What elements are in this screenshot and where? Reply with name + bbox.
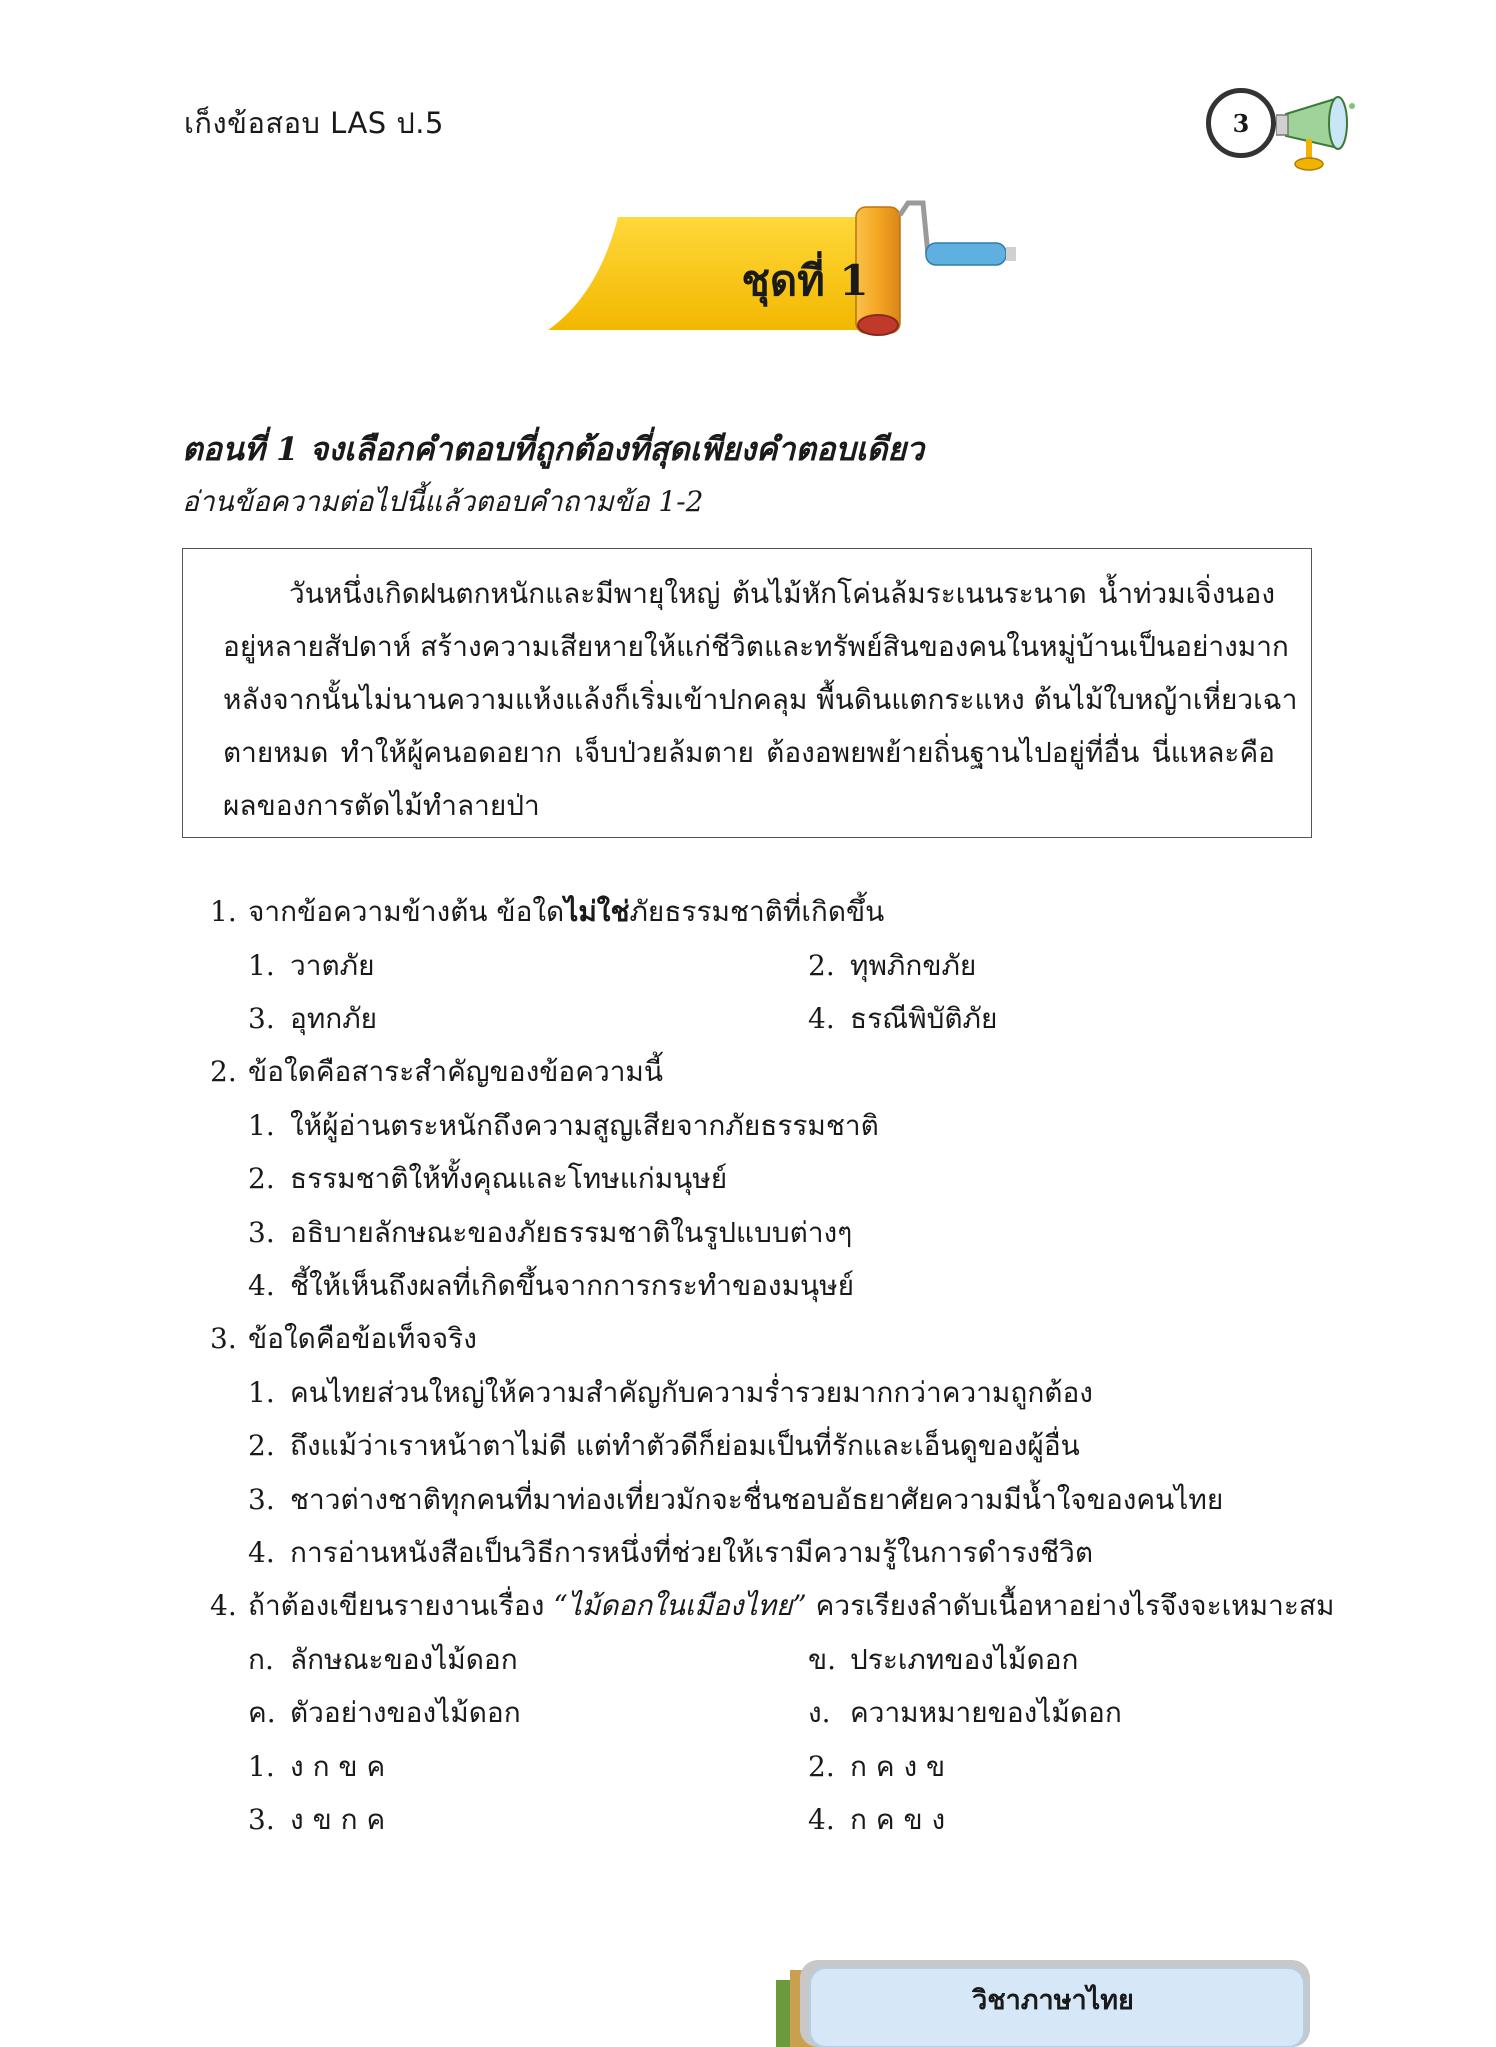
item-text: ประเภทของไม้ดอก	[850, 1643, 1079, 1676]
set-title: ชุดที่ 1	[741, 256, 869, 305]
item-label: ค.	[248, 1696, 276, 1729]
option-label: 3.	[248, 1216, 275, 1249]
passage-line: หลังจากนั้นไม่นานความแห้งแล้งก็เริ่มเข้าปกคลุม พื้นดินแตกระแหง ต้นไม้ใบหญ้าเหี่ยวเฉา	[223, 683, 1298, 716]
answer-option[interactable]	[248, 1264, 854, 1308]
option-label: 4.	[808, 1803, 835, 1836]
option-text: ก ค ข ง	[850, 1803, 946, 1836]
answer-option[interactable]	[808, 1745, 945, 1789]
question-number: 4.	[210, 1589, 237, 1622]
option-text: ชี้ให้เห็นถึงผลที่เกิดขึ้นจากการกระทำของมนุษย์	[290, 1269, 855, 1302]
option-text: ถึงแม้ว่าเราหน้าตาไม่ดี แต่ทำตัวดีก็ย่อมเป็นที่รักและเอ็นดูของผู้อื่น	[290, 1429, 1080, 1462]
option-text: ง ข ก ค	[290, 1803, 386, 1836]
question-3	[210, 1317, 477, 1361]
page-number-badge	[1206, 88, 1276, 158]
content-item	[808, 1691, 1122, 1735]
subject-label: วิชาภาษาไทย	[972, 1985, 1134, 2016]
report-topic: “ไม้ดอกในเมืองไทย”	[553, 1589, 807, 1622]
option-text: ธรณีพิบัติภัย	[850, 1002, 998, 1035]
item-label: ง.	[808, 1696, 831, 1729]
option-text: ธรรมชาติให้ทั้งคุณและโทษแก่มนุษย์	[290, 1162, 728, 1195]
option-label: 1.	[248, 1750, 275, 1783]
answer-option[interactable]	[248, 1211, 852, 1255]
option-label: 4.	[248, 1536, 275, 1569]
answer-option[interactable]	[808, 997, 997, 1041]
reading-passage	[182, 548, 1312, 838]
question-4	[210, 1584, 1334, 1628]
answer-option[interactable]	[808, 944, 976, 988]
answer-option[interactable]	[248, 1157, 727, 1201]
passage-line: วันหนึ่งเกิดฝนตกหนักและมีพายุใหญ่ ต้นไม้หักโค่นล้มระเนนระนาด น้ำท่วมเจิ่งนอง	[289, 577, 1275, 610]
option-text: วาตภัย	[290, 949, 375, 982]
question-text: จากข้อความข้างต้น ข้อใด	[248, 895, 565, 928]
answer-option[interactable]	[248, 1745, 385, 1789]
option-label: 4.	[808, 1002, 835, 1035]
option-label: 2.	[248, 1162, 275, 1195]
option-text: ก ค ง ข	[850, 1750, 946, 1783]
passage-line: อยู่หลายสัปดาห์ สร้างความเสียหายให้แก่ชีวิตและทรัพย์สินของคนในหมู่บ้านเป็นอย่างมาก	[223, 630, 1289, 663]
passage-line: ตายหมด ทำให้ผู้คนอดอยาก เจ็บป่วยล้มตาย ต้องอพยพย้ายถิ่นฐานไปอยู่ที่อื่น นี่แหละคือ	[223, 736, 1275, 769]
section-instruction: อ่านข้อความต่อไปนี้แล้วตอบคำถามข้อ 1-2	[182, 485, 704, 518]
question-text: ข้อใดคือสาระสำคัญของข้อความนี้	[248, 1055, 664, 1088]
passage-line: ผลของการตัดไม้ทำลายป่า	[223, 789, 540, 822]
answer-option[interactable]	[248, 997, 377, 1041]
option-text: ให้ผู้อ่านตระหนักถึงความสูญเสียจากภัยธรรมชาติ	[290, 1109, 879, 1142]
option-text: ชาวต่างชาติทุกคนที่มาท่องเที่ยวมักจะชื่นชอบอัธยาศัยความมีน้ำใจของคนไทย	[290, 1483, 1224, 1516]
option-label: 4.	[248, 1269, 275, 1302]
option-text: ทุพภิกขภัย	[850, 949, 977, 982]
question-number: 1.	[210, 895, 237, 928]
question-number: 2.	[210, 1055, 237, 1088]
item-text: ตัวอย่างของไม้ดอก	[290, 1696, 521, 1729]
answer-option[interactable]	[248, 1424, 1080, 1468]
question-number: 3.	[210, 1322, 237, 1355]
answer-option[interactable]	[248, 1478, 1223, 1522]
section-title: ตอนที่ 1 จงเลือกคำตอบที่ถูกต้องที่สุดเพียงคำตอบเดียว	[182, 430, 925, 468]
option-label: 3.	[248, 1803, 275, 1836]
answer-option[interactable]	[808, 1798, 945, 1842]
question-2	[210, 1050, 663, 1094]
question-text: ควรเรียงลำดับเนื้อหาอย่างไรจึงจะเหมาะสม	[806, 1589, 1335, 1622]
answer-option[interactable]	[248, 1531, 1093, 1575]
answer-option[interactable]	[248, 1104, 879, 1148]
megaphone-icon	[1276, 84, 1366, 176]
option-label: 2.	[808, 1750, 835, 1783]
item-text: ลักษณะของไม้ดอก	[290, 1643, 518, 1676]
option-label: 1.	[248, 1109, 275, 1142]
question-text: ภัยธรรมชาติที่เกิดขึ้น	[629, 895, 885, 928]
answer-option[interactable]	[248, 1371, 1093, 1415]
question-text: ข้อใดคือข้อเท็จจริง	[248, 1322, 477, 1355]
question-emphasis: ไม่ใช่	[564, 895, 630, 928]
option-text: ง ก ข ค	[290, 1750, 386, 1783]
option-label: 1.	[248, 949, 275, 982]
content-item	[248, 1691, 521, 1735]
option-text: การอ่านหนังสือเป็นวิธีการหนึ่งที่ช่วยให้เรามีความรู้ในการดำรงชีวิต	[290, 1536, 1094, 1569]
option-text: คนไทยส่วนใหญ่ให้ความสำคัญกับความร่ำรวยมากกว่าความถูกต้อง	[290, 1376, 1093, 1409]
item-text: ความหมายของไม้ดอก	[850, 1696, 1122, 1729]
item-label: ข.	[808, 1643, 837, 1676]
item-label: ก.	[248, 1643, 274, 1676]
option-text: อธิบายลักษณะของภัยธรรมชาติในรูปแบบต่างๆ	[290, 1216, 853, 1249]
answer-option[interactable]	[248, 944, 375, 988]
book-title: เก็งข้อสอบ LAS ป.5	[184, 106, 444, 140]
option-label: 3.	[248, 1483, 275, 1516]
question-text: ถ้าต้องเขียนรายงานเรื่อง	[248, 1589, 554, 1622]
content-item	[248, 1638, 518, 1682]
option-label: 1.	[248, 1376, 275, 1409]
option-label: 3.	[248, 1002, 275, 1035]
option-label: 2.	[808, 949, 835, 982]
answer-option[interactable]	[248, 1798, 385, 1842]
content-item	[808, 1638, 1078, 1682]
option-text: อุทกภัย	[290, 1002, 378, 1035]
page-number: 3	[1232, 108, 1250, 138]
option-label: 2.	[248, 1429, 275, 1462]
question-1	[210, 890, 884, 934]
